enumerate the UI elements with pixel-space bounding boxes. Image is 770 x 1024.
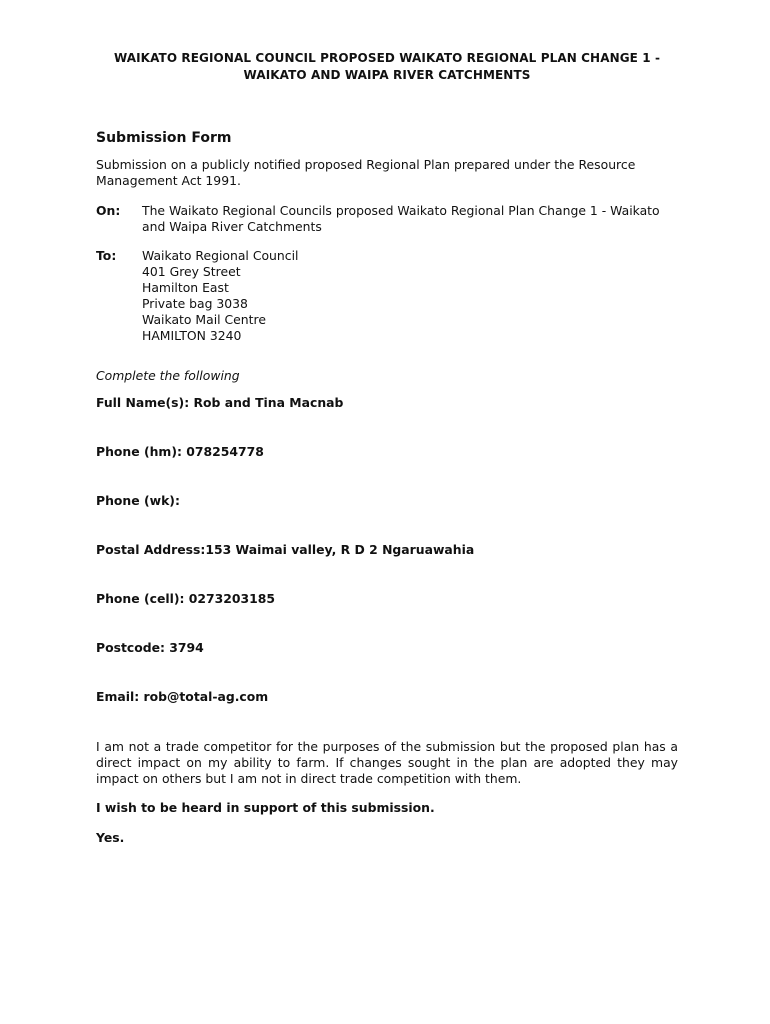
form-heading: Submission Form [96, 130, 232, 146]
trade-competitor-statement: I am not a trade competitor for the purposes of the submission but the proposed plan has a direct impact on my ability to farm. If changes sought in the plan are adopted they may impact on others but I am not in direct trade competition with them. [96, 739, 678, 786]
document-title-line-1: WAIKATO REGIONAL COUNCIL PROPOSED WAIKATO REGIONAL PLAN CHANGE 1 - [113, 51, 661, 65]
address-line: Private bag 3038 [142, 296, 248, 311]
full-name-field: Full Name(s): Rob and Tina Macnab [96, 395, 344, 410]
submission-page [96, 50, 678, 846]
to-row [96, 248, 678, 344]
email-field: Email: rob@total-ag.com [96, 689, 269, 704]
complete-prompt: Complete the following [96, 368, 240, 383]
on-row [96, 203, 678, 235]
phone-cell-field: Phone (cell): 0273203185 [96, 591, 276, 606]
recipient-address [142, 248, 678, 344]
phone-work-field: Phone (wk): [96, 493, 180, 508]
document-title [96, 50, 678, 84]
intro-paragraph: Submission on a publicly notified proposed Regional Plan prepared under the Resource Management Act 1991. [96, 157, 636, 188]
phone-home-field: Phone (hm): 078254778 [96, 444, 264, 459]
address-line: Hamilton East [142, 280, 229, 295]
postcode-field: Postcode: 3794 [96, 640, 204, 655]
address-line: Waikato Mail Centre [142, 312, 266, 327]
document-title-line-2: WAIKATO AND WAIPA RIVER CATCHMENTS [243, 68, 531, 82]
address-line: 401 Grey Street [142, 264, 241, 279]
to-label: To: [96, 248, 117, 263]
heard-answer: Yes. [96, 830, 125, 845]
address-line: HAMILTON 3240 [142, 328, 242, 343]
heard-statement: I wish to be heard in support of this submission. [96, 800, 435, 815]
postal-address-field: Postal Address:153 Waimai valley, R D 2 Ngaruawahia [96, 542, 475, 557]
on-text: The Waikato Regional Councils proposed Waikato Regional Plan Change 1 - Waikato and Waipa River Catchments [142, 203, 660, 234]
address-line: Waikato Regional Council [142, 248, 299, 263]
on-label: On: [96, 203, 121, 218]
